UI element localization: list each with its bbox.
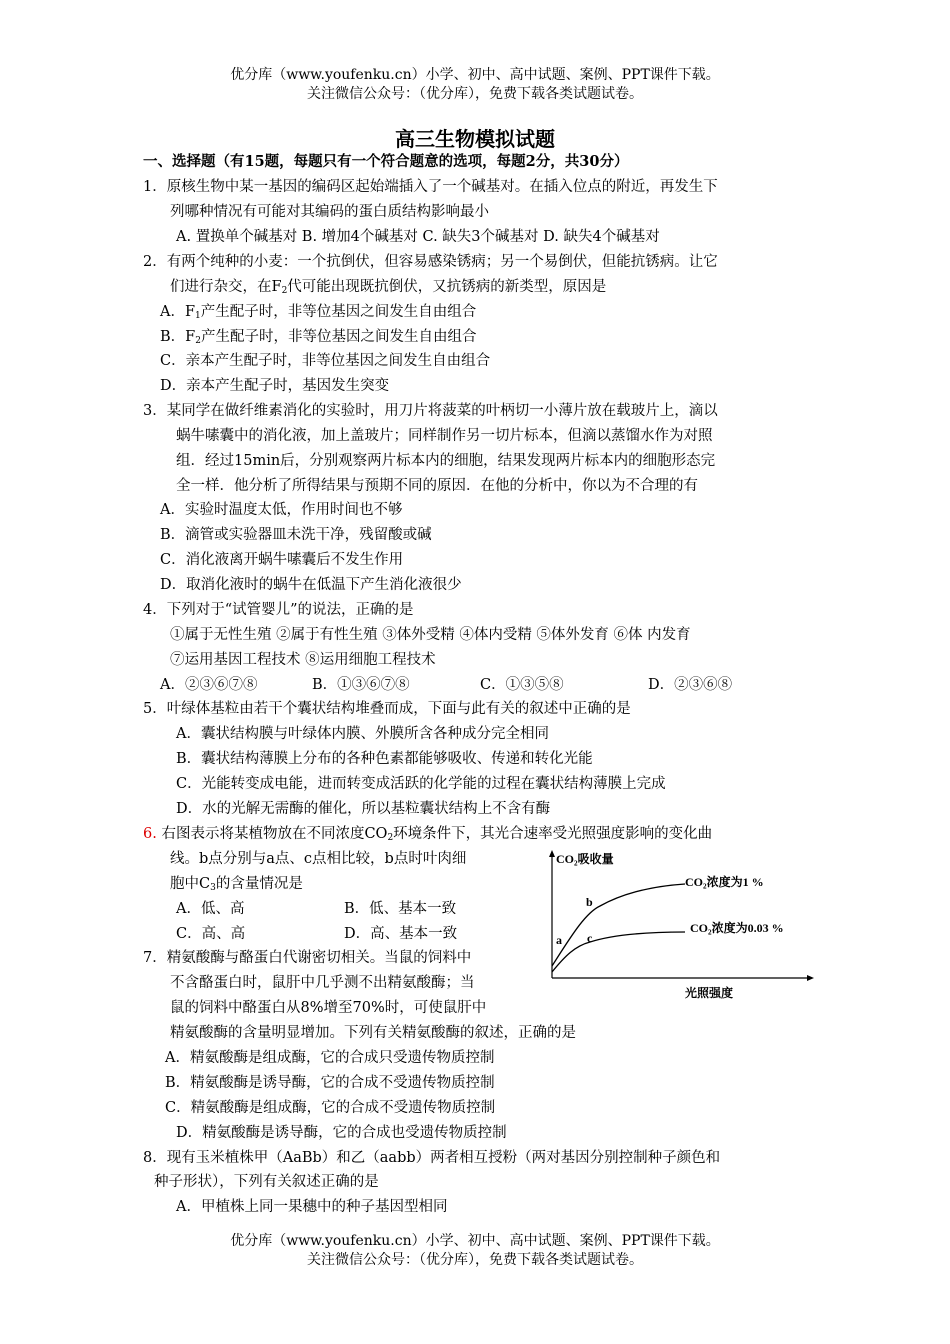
section-heading: 一、选择题（有15题，每题只有一个符合题意的选项，每题2分，共30分） [143,153,629,170]
q5-option-d: D．水的光解无需酶的催化，所以基粒囊状结构上不含有酶 [176,801,551,817]
footer-line-2: 关注微信公众号：（优分库），免费下载各类试题试卷。 [307,1252,643,1268]
q4-option-d: D．②③⑥⑧ [648,677,733,693]
x-axis-label: 光照强度 [685,985,734,1000]
q8-option-a: A．甲植株上同一果穗中的种子基因型相同 [176,1199,448,1215]
point-label-c: c [587,931,593,945]
q5-line-1: 5．叶绿体基粒由若干个囊状结构堆叠而成，下面与此有关的叙述中正确的是 [143,701,631,717]
q3-option-d: D．取消化液时的蜗牛在低温下产生消化液很少 [160,577,462,593]
q3-option-c: C．消化液离开蜗牛嗉囊后不发生作用 [160,552,404,568]
q7-option-b: B．精氨酸酶是诱导酶，它的合成不受遗传物质控制 [165,1075,495,1091]
q3-line-3: 组．经过15min后，分别观察两片标本内的细胞，结果发现两片标本内的细胞形态完 [176,453,716,469]
point-label-b: b [586,895,593,909]
q6-line-1: 6. 右图表示将某植物放在不同浓度$CO_2$环境条件下，其光合速率受光照强度影响的变化曲 [143,826,713,843]
q2-option-b: B．$F_2$产生配子时，非等位基因之间发生自由组合 [160,329,477,346]
q7-option-a: A．精氨酸酶是组成酶，它的合成只受遗传物质控制 [165,1050,495,1066]
q5-option-a: A．囊状结构膜与叶绿体内膜、外膜所含各种成分完全相同 [176,726,549,742]
q6-number: 6. [143,826,157,842]
point-label-a: a [556,933,562,947]
q3-line-1: 3．某同学在做纤维素消化的实验时，用刀片将菠菜的叶柄切一小薄片放在载玻片上，滴以 [143,403,718,419]
q6-option-d: D．高、基本一致 [344,926,458,942]
header-line-2: 关注微信公众号：（优分库），免费下载各类试题试卷。 [307,86,643,102]
q7-line-3: 鼠的饲料中酪蛋白从8%增至70%时，可使鼠肝中 [170,1000,487,1016]
q6-line-2: 线。b点分别与a点、c点相比较，b点时叶肉细 [170,851,467,867]
page-title: 高三生物模拟试题 [395,127,555,151]
q2-option-d: D．亲本产生配子时，基因发生突变 [160,378,390,394]
q1-line-2: 列哪种情况有可能对其编码的蛋白质结构影响最小 [170,204,489,220]
x-axis-arrow [807,975,814,981]
series-line-high-co2 [552,884,685,966]
q6-option-b: B．低、基本一致 [344,901,457,917]
footer-line-1: 优分库（www.youfenku.cn）小学、初中、高中试题、案例、PPT课件下载。 [230,1233,720,1249]
series-label-high-co2: CO₂浓度为1 % [685,875,764,889]
y-axis-arrow [549,850,555,857]
q5-option-c: C．光能转变成电能，进而转变成活跃的化学能的过程在囊状结构薄膜上完成 [176,776,666,792]
q2-line-2: 们进行杂交，在$F_2$代可能出现既抗倒伏，又抗锈病的新类型，原因是 [170,279,607,296]
q6-option-a: A．低、高 [176,901,245,917]
q6-option-c: C．高、高 [176,926,246,942]
q1-line-1: 1．原核生物中某一基因的编码区起始端插入了一个碱基对。在插入位点的附近，再发生下 [143,179,718,195]
q7-option-d: D．精氨酸酶是诱导酶，它的合成也受遗传物质控制 [176,1125,507,1141]
q4-option-b: B．①③⑥⑦⑧ [312,677,410,693]
q3-line-4: 全一样．他分析了所得结果与预期不同的原因．在他的分析中，你以为不合理的有 [176,478,698,494]
q8-line-1: 8．现有玉米植株甲（AaBb）和乙（aabb）两者相互授粉（两对基因分别控制种子颜色和 [143,1150,721,1166]
co2-light-chart [540,848,820,1000]
series-label-low-co2: CO₂浓度为0.03 % [690,921,784,935]
q3-option-b: B．滴管或实验器皿未洗干净，残留酸或碱 [160,527,432,543]
q4-line-1: 4．下列对于“试管婴儿”的说法，正确的是 [143,602,414,618]
q2-line-1: 2．有两个纯种的小麦：一个抗倒伏，但容易感染锈病；另一个易倒伏，但能抗锈病。让它 [143,254,718,270]
q1-options: A. 置换单个碱基对 B. 增加4个碱基对 C. 缺失3个碱基对 D. 缺失4个碱基对 [176,229,660,245]
q5-option-b: B．囊状结构薄膜上分布的各种色素都能够吸收、传递和转化光能 [176,751,593,767]
q4-line-3: ⑦运用基因工程技术 ⑧运用细胞工程技术 [170,652,436,668]
q7-line-4: 精氨酸酶的含量明显增加。下列有关精氨酸酶的叙述，正确的是 [170,1025,576,1041]
series-line-low-co2 [552,932,685,972]
q6-line-3: 胞中$C_3$的含量情况是 [170,876,303,893]
q2-option-a: A．$F_1$产生配子时，非等位基因之间发生自由组合 [160,304,477,321]
q2-option-c: C．亲本产生配子时，非等位基因之间发生自由组合 [160,353,491,369]
y-axis-label: CO₂吸收量 [556,852,614,866]
q7-line-1: 7．精氨酸酶与酪蛋白代谢密切相关。当鼠的饲料中 [143,950,472,966]
q4-option-c: C．①③⑤⑧ [480,677,564,693]
q4-option-a: A．②③⑥⑦⑧ [160,677,258,693]
q7-line-2: 不含酪蛋白时，鼠肝中几乎测不出精氨酸酶；当 [170,975,475,991]
q4-line-2: ①属于无性生殖 ②属于有性生殖 ③体外受精 ④体内受精 ⑤体外发育 ⑥体 内发育 [170,627,691,643]
q3-option-a: A．实验时温度太低，作用时间也不够 [160,502,403,518]
q8-line-2: 种子形状），下列有关叙述正确的是 [154,1174,379,1190]
q7-option-c: C．精氨酸酶是组成酶，它的合成不受遗传物质控制 [165,1100,496,1116]
header-line-1: 优分库（www.youfenku.cn）小学、初中、高中试题、案例、PPT课件下载。 [230,67,720,83]
q3-line-2: 蜗牛嗉囊中的消化液，加上盖玻片；同样制作另一切片标本，但滴以蒸馏水作为对照 [176,428,713,444]
